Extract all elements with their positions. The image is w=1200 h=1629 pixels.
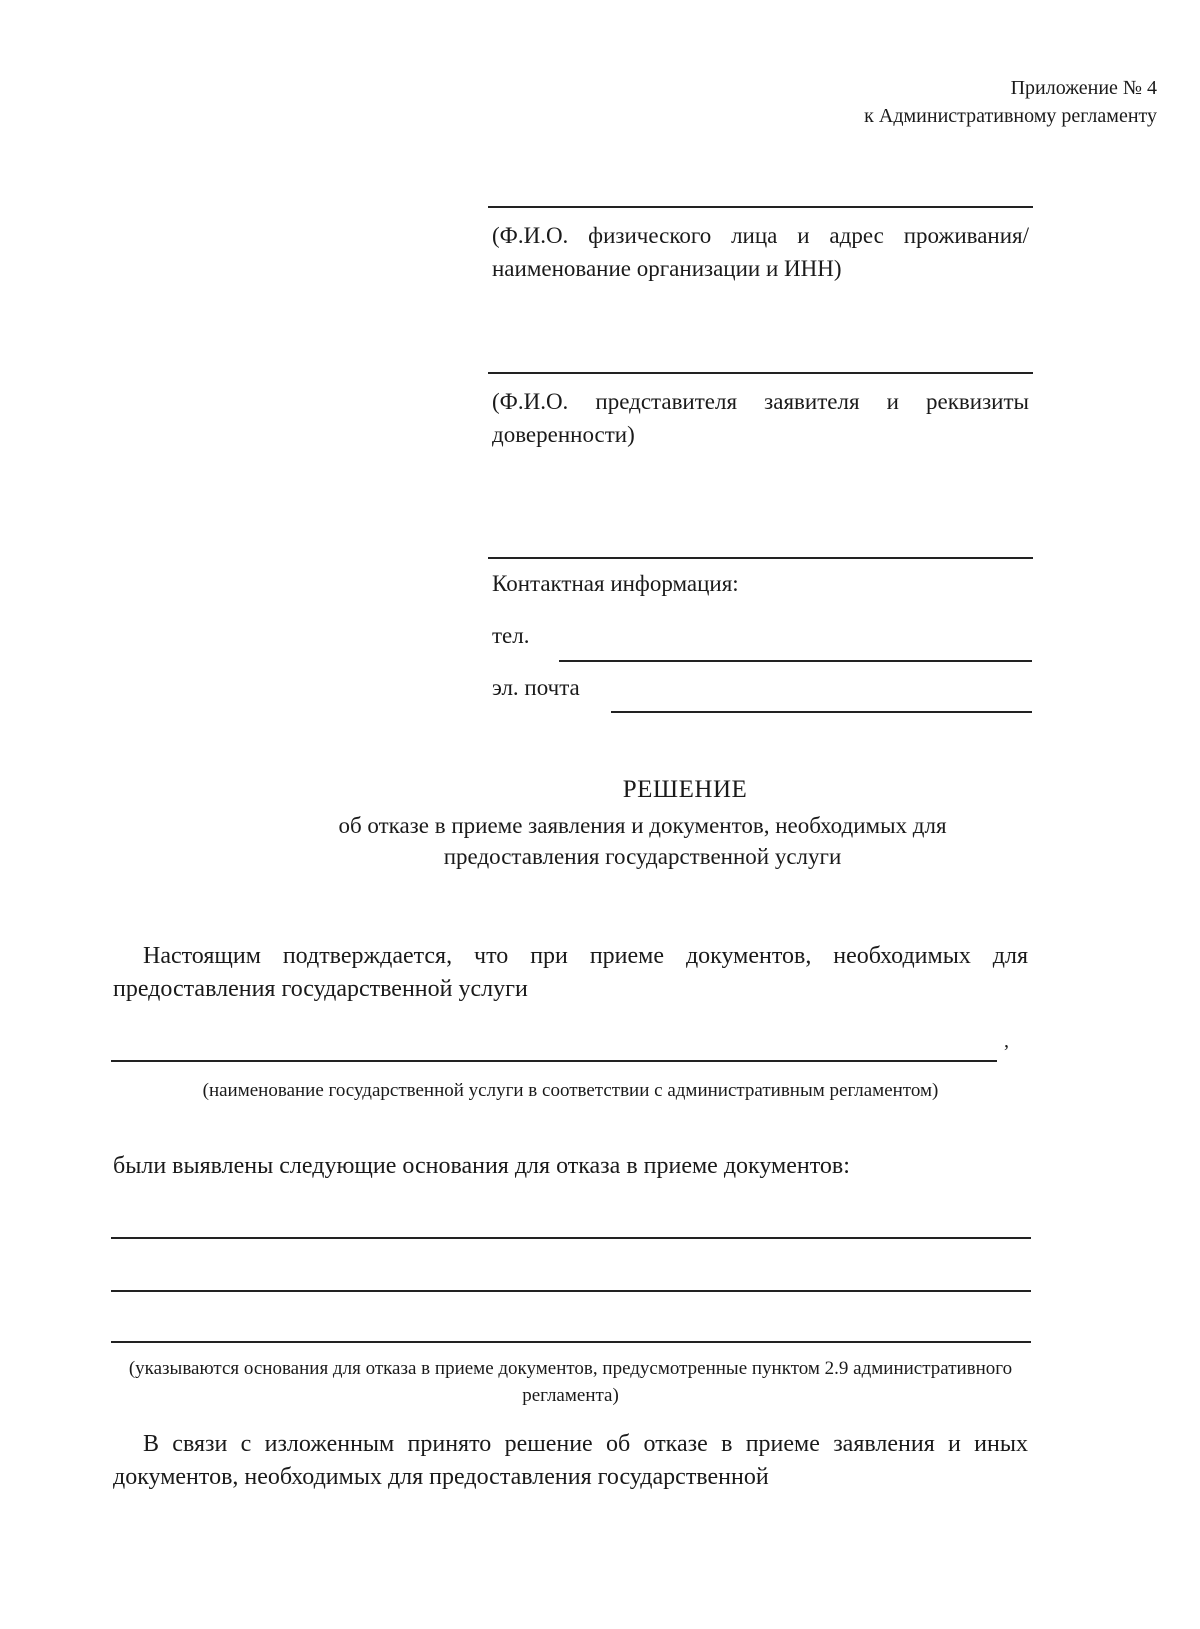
decision-subtitle-line2: предоставления государственной услуги xyxy=(443,844,842,869)
grounds-caption: (указываются основания для отказа в приеме документов, предусмотренные пунктом 2.9 административного регламента) xyxy=(128,1358,1013,1406)
appendix-header xyxy=(864,74,1157,130)
applicant-blank-line xyxy=(488,206,1033,208)
phone-label: тел. xyxy=(492,623,530,648)
grounds-blank-line-2 xyxy=(111,1290,1031,1292)
applicant-caption: (Ф.И.О. физического лица и адрес проживания/наименование организации и ИНН) xyxy=(492,223,1029,281)
email-label: эл. почта xyxy=(492,675,580,700)
grounds-intro: были выявлены следующие основания для отказа в приеме документов: xyxy=(113,1153,850,1179)
contact-blank-line xyxy=(488,557,1033,559)
appendix-reference: к Административному регламенту xyxy=(864,105,1157,127)
conclusion-paragraph: В связи с изложенным принято решение об отказе в приеме заявления и иных документов, необходимых для предоставления государственной xyxy=(113,1431,1028,1490)
decision-title: РЕШЕНИЕ xyxy=(622,776,748,803)
appendix-number: Приложение № 4 xyxy=(1010,77,1157,99)
phone-blank-line xyxy=(559,660,1032,662)
representative-caption: (Ф.И.О. представителя заявителя и реквизиты доверенности) xyxy=(492,389,1029,447)
decision-subtitle-line1: об отказе в приеме заявления и документов, необходимых для xyxy=(338,813,947,838)
service-name-blank-line xyxy=(111,1060,997,1062)
service-name-caption: (наименование государственной услуги в соответствии с административным регламентом) xyxy=(202,1080,939,1101)
grounds-blank-line-1 xyxy=(111,1237,1031,1239)
contact-heading: Контактная информация: xyxy=(492,571,739,596)
decision-subtitle xyxy=(0,810,1200,872)
representative-blank-line xyxy=(488,372,1033,374)
service-name-comma: , xyxy=(1004,1030,1009,1052)
email-blank-line xyxy=(611,711,1032,713)
intro-paragraph: Настоящим подтверждается, что при приеме документов, необходимых для предоставления государственной услуги xyxy=(113,943,1028,1002)
grounds-blank-line-3 xyxy=(111,1341,1031,1343)
